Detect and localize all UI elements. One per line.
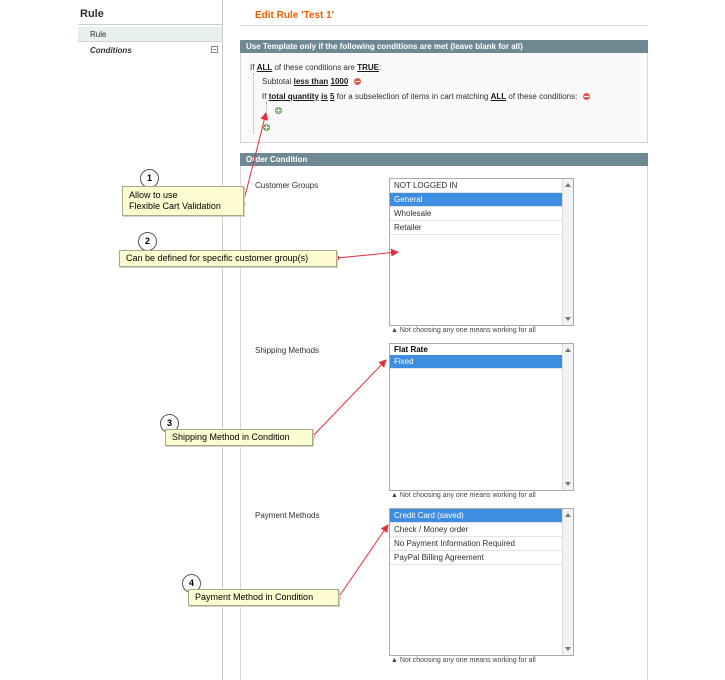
note-text: Not choosing any one means working for all [399, 657, 536, 664]
sidebar-item-rule[interactable]: Rule [78, 27, 222, 42]
callout-number-1: 1 [140, 169, 159, 188]
operator-link[interactable]: less than [293, 77, 329, 86]
value-link[interactable]: 1000 [330, 77, 349, 86]
condition-text: of these conditions are [274, 63, 355, 72]
value-link[interactable]: 5 [330, 92, 335, 101]
condition-text: for a subselection of items in cart matching [336, 92, 489, 101]
shipping-methods-note: ▲ Not choosing any one means working for all [391, 492, 536, 499]
shipping-methods-label: Shipping Methods [255, 346, 320, 355]
list-option[interactable]: PayPal Billing Agreement [390, 551, 562, 565]
arrow-1 [243, 113, 266, 204]
list-option[interactable]: NOT LOGGED IN [390, 179, 562, 193]
callout-4: Payment Method in Condition [188, 589, 339, 606]
callout-number-2: 2 [138, 232, 157, 251]
condition-attribute: Subtotal [262, 77, 292, 86]
list-option-selected[interactable]: Credit Card (saved) [390, 509, 562, 523]
callout-number-4: 4 [182, 574, 201, 593]
arrow-3 [312, 360, 386, 437]
operator-link[interactable]: is [321, 92, 328, 101]
value-link[interactable]: TRUE [357, 63, 379, 72]
template-section-header: Use Template only if the following conditions are met (leave blank for all) [240, 40, 648, 53]
callout-2: Can be defined for specific customer group(s) [119, 250, 337, 267]
option-group-label: Flat Rate [394, 345, 428, 354]
list-option[interactable]: Wholesale [390, 207, 562, 221]
arrow-4 [338, 525, 388, 598]
callout-1 [122, 186, 244, 216]
page-title: Edit Rule 'Test 1' [255, 10, 335, 21]
sidebar-title: Rule [80, 8, 104, 20]
callout-1-line2: Flexible Cart Validation [129, 201, 221, 211]
condition-text: If [250, 63, 255, 72]
note-text: Not choosing any one means working for all [399, 327, 536, 334]
sidebar-item-label: Conditions [90, 46, 132, 55]
callout-3: Shipping Method in Condition [165, 429, 313, 446]
list-option[interactable]: Check / Money order [390, 523, 562, 537]
condition-text: of these conditions: [508, 92, 578, 101]
customer-groups-label: Customer Groups [255, 181, 319, 190]
attribute-link[interactable]: total quantity [268, 92, 319, 101]
aggregator-link[interactable]: ALL [490, 92, 507, 101]
order-condition-header: Order Condition [240, 153, 648, 166]
callout-1-line1: Allow to use [129, 190, 178, 200]
list-option-selected[interactable]: Fixed [390, 355, 562, 369]
condition-text: If [262, 92, 267, 101]
note-text: Not choosing any one means working for all [399, 492, 536, 499]
condition-text: : [379, 63, 382, 72]
payment-methods-label: Payment Methods [255, 511, 320, 520]
customer-groups-note: ▲ Not choosing any one means working for all [391, 327, 536, 334]
list-option[interactable]: No Payment Information Required [390, 537, 562, 551]
payment-methods-note: ▲ Not choosing any one means working for all [391, 657, 536, 664]
arrow-2 [337, 252, 398, 258]
list-option-selected[interactable]: General [390, 193, 562, 207]
list-option[interactable]: Retailer [390, 221, 562, 235]
callout-number-3: 3 [160, 414, 179, 433]
aggregator-link[interactable]: ALL [256, 63, 273, 72]
